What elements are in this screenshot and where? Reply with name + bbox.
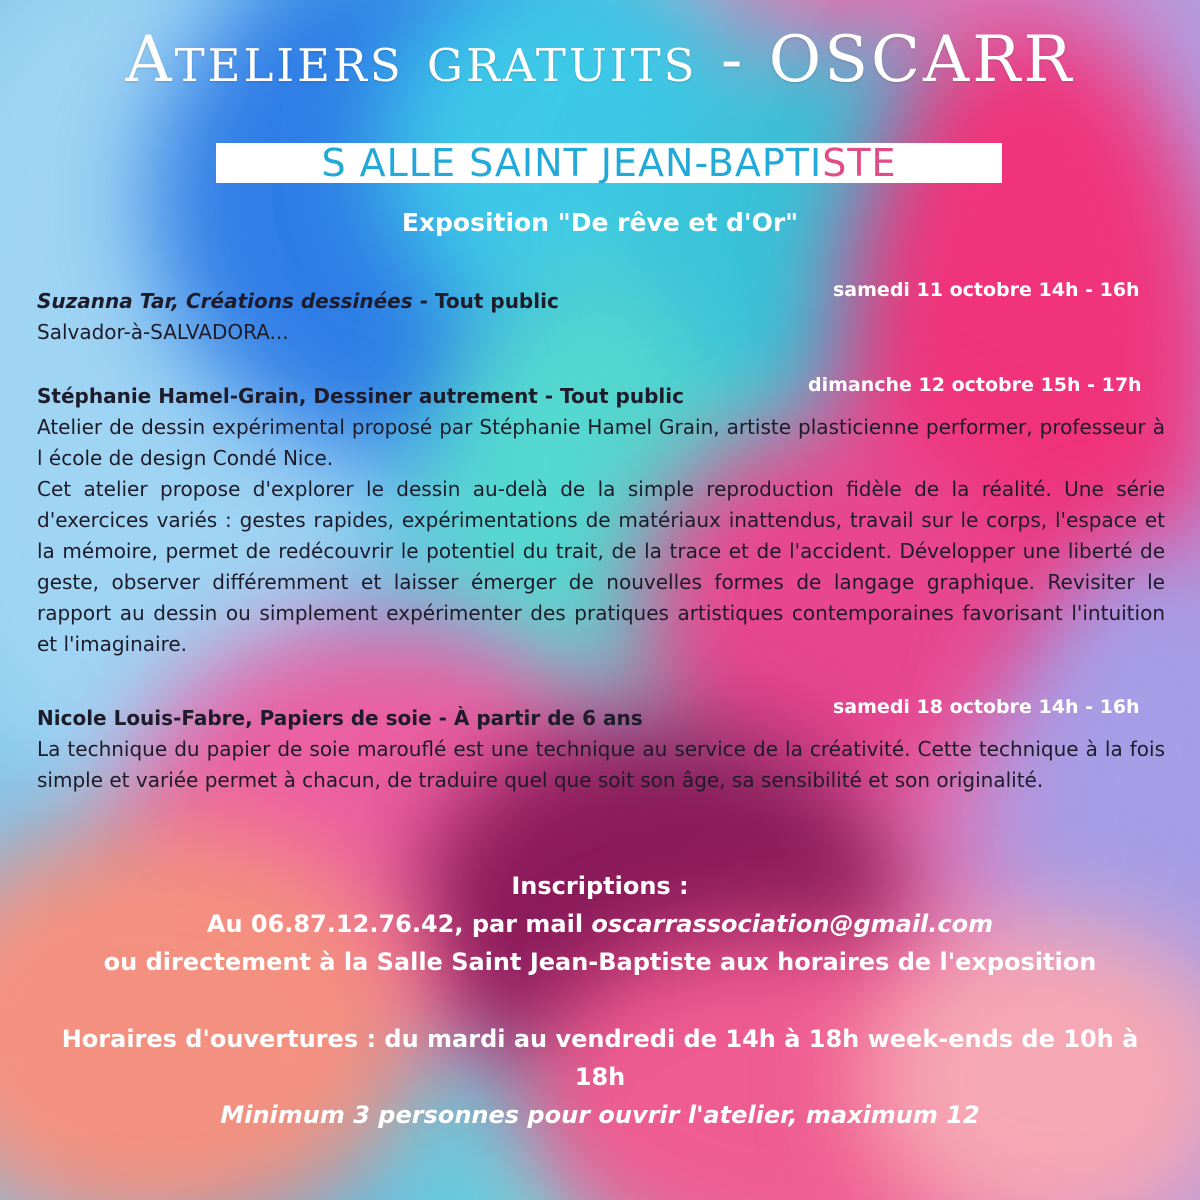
registration-phone: Au 06.87.12.76.42, par mail — [206, 910, 592, 938]
registration-direct: ou directement à la Salle Saint Jean-Baptiste aux horaires de l'exposition — [103, 948, 1097, 976]
workshop-2-date: dimanche 12 octobre 15h - 17h — [808, 374, 1142, 396]
exhibition-title: Exposition "De rêve et d'Or" — [401, 208, 799, 237]
workshop-1-date: samedi 11 octobre 14h - 16h — [833, 279, 1140, 301]
workshop-1-separator: - — [412, 289, 435, 313]
workshop-3-separator: - — [431, 706, 454, 730]
registration-heading: Inscriptions : — [511, 872, 689, 900]
registration-email-link[interactable]: oscarrassociation@gmail.com — [591, 910, 994, 938]
hours-block — [40, 1020, 1160, 1134]
workshop-2-separator: - — [537, 384, 561, 408]
venue-banner — [216, 143, 1002, 183]
page-title: Ateliers gratuits - OSCARR — [125, 23, 1075, 97]
workshop-3-artist: Nicole Louis-Fabre, Papiers de soie — [37, 706, 432, 730]
workshop-2-artist: Stéphanie Hamel-Grain, Dessiner autrement — [37, 384, 538, 408]
workshop-2-description: Atelier de dessin expérimental proposé par Stéphanie Hamel Grain, artiste plasticienne performer, professeur à l école de design Condé Nice. — [37, 415, 1165, 470]
workshop-1 — [37, 279, 1165, 348]
opening-hours: Horaires d'ouvertures : du mardi au vendredi de 14h à 18h week-ends de 10h à 18h — [61, 1025, 1139, 1091]
venue-name: S ALLE SAINT JEAN-BAPTISTE — [321, 141, 897, 185]
workshop-2-description-more: Cet atelier propose d'explorer le dessin au-delà de la simple reproduction fidèle de la réalité. Une série d'exercices variés : gestes rapides, expérimentations de matériaux inattendus, travail sur le corps, l'espace et la mémoire, permet de redécouvrir le potentiel du trait, de la trace et de l'accident. Développer une liberté de geste, observer différemment et laisser émerger de nouvelles formes de langage graphique. Revisiter le rapport au dessin ou simplement expérimenter des pratiques artistiques contemporaines favorisant l'intuition et l'imaginaire. — [37, 477, 1165, 656]
workshop-3-date: samedi 18 octobre 14h - 16h — [833, 696, 1140, 718]
workshop-1-audience: Tout public — [434, 289, 559, 313]
registration-contact — [0, 905, 1200, 943]
workshop-1-artist: Suzanna Tar, Créations dessinées — [37, 289, 413, 313]
workshop-1-description: Salvador-à-SALVADORA... — [37, 320, 289, 344]
registration-block — [0, 867, 1200, 981]
workshop-3-description: La technique du papier de soie marouflé est une technique au service de la créativité. Cette technique à la fois simple et variée permet à chacun, de traduire quel que soit son âge, sa sensibilité et son originalité. — [37, 737, 1165, 792]
workshop-3 — [37, 696, 1165, 796]
workshop-3-audience: À partir de 6 ans — [453, 706, 643, 730]
workshop-2-audience: Tout public — [560, 384, 684, 408]
workshop-2 — [37, 374, 1165, 660]
capacity-note: Minimum 3 personnes pour ouvrir l'atelier, maximum 12 — [220, 1101, 980, 1129]
